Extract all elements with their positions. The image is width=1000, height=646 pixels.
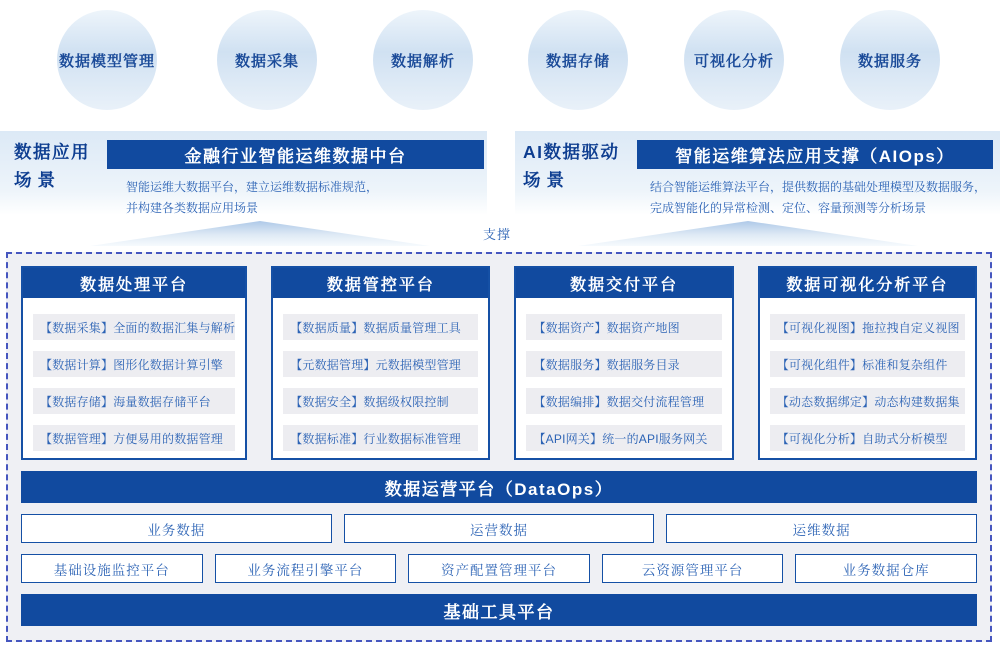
platform-item: 【数据采集】全面的数据汇集与解析: [33, 314, 235, 340]
support-platforms-row: [21, 554, 977, 583]
platform-item: 【数据质量】数据质量管理工具: [283, 314, 478, 340]
support-arrow-icon: [578, 221, 918, 246]
scenario-desc-line1: 结合智能运维算法平台，提供数据的基础处理模型及数据服务，: [650, 180, 987, 194]
platform-item: 【数据存储】海量数据存储平台: [33, 388, 235, 414]
platform-item: 【动态数据绑定】动态构建数据集: [770, 388, 965, 414]
scenario-data-application: [0, 131, 487, 215]
platform-item: 【数据计算】图形化数据计算引擎: [33, 351, 235, 377]
platform-item: 【API网关】统一的API服务网关: [526, 425, 721, 451]
support-platform-box: 云资源管理平台: [602, 554, 784, 583]
support-arrow-icon: [90, 221, 430, 246]
platform-item: 【可视化视图】拖拉拽自定义视图: [770, 314, 965, 340]
capability-circle-data-storage: [528, 10, 628, 110]
capability-circle-data-model-mgmt: [57, 10, 157, 110]
platform-column-title: 数据处理平台: [23, 268, 245, 298]
platform-item: 【数据服务】数据服务目录: [526, 351, 721, 377]
scenario-label-line1: AI数据驱动: [523, 142, 620, 162]
scenario-description: [126, 177, 378, 219]
scenario-desc-line2: 并构建各类数据应用场景: [126, 201, 259, 215]
scenario-label-line1: 数据应用: [14, 142, 90, 162]
support-platform-box: 资产配置管理平台: [408, 554, 590, 583]
platform-column-title: 数据可视化分析平台: [760, 268, 975, 298]
data-source-box: 运营数据: [344, 514, 655, 543]
support-platform-box: 基础设施监控平台: [21, 554, 203, 583]
capability-label: 数据存储: [545, 52, 610, 70]
platform-item-list: [760, 298, 975, 462]
platform-item: 【数据编排】数据交付流程管理: [526, 388, 721, 414]
capability-label: 数据解析: [390, 52, 455, 70]
platform-column-title: 数据管控平台: [273, 268, 488, 298]
platform-column-data-visualization: [758, 266, 977, 460]
scenario-label-line2: 场景: [14, 170, 61, 190]
platform-item: 【元数据管理】元数据模型管理: [283, 351, 478, 377]
capability-label: 可视化分析: [693, 52, 774, 70]
scenario-description: [650, 177, 986, 219]
platform-columns-row: [21, 266, 977, 460]
data-sources-row: [21, 514, 977, 543]
platform-item-list: [23, 298, 245, 462]
platform-item: 【数据资产】数据资产地图: [526, 314, 721, 340]
platform-item: 【可视化组件】标准和复杂组件: [770, 351, 965, 377]
capability-circle-data-parsing: [373, 10, 473, 110]
capability-label: 数据服务: [857, 52, 922, 70]
dataops-bar: 数据运营平台（DataOps）: [21, 471, 977, 503]
platform-item: 【数据标准】行业数据标准管理: [283, 425, 478, 451]
support-platform-box: 业务流程引擎平台: [215, 554, 397, 583]
platform-column-data-processing: [21, 266, 247, 460]
scenario-desc-line1: 智能运维大数据平台，建立运维数据标准规范，: [126, 180, 379, 194]
capability-circle-data-collection: [217, 10, 317, 110]
scenario-label: [14, 138, 90, 194]
scenario-label: [523, 138, 620, 194]
platform-container: [6, 252, 992, 642]
support-platform-box: 业务数据仓库: [795, 554, 977, 583]
platform-column-data-governance: [271, 266, 490, 460]
data-source-box: 运维数据: [666, 514, 977, 543]
platform-item-list: [516, 298, 731, 462]
base-tools-bar: 基础工具平台: [21, 594, 977, 626]
capability-circle-data-service: [840, 10, 940, 110]
scenario-title: 智能运维算法应用支撑（AIOps）: [637, 140, 993, 169]
platform-item: 【数据安全】数据级权限控制: [283, 388, 478, 414]
data-source-box: 业务数据: [21, 514, 332, 543]
scenario-ai-data-driven: [515, 131, 1000, 215]
capability-label: 数据采集: [234, 52, 299, 70]
scenario-label-line2: 场景: [523, 170, 570, 190]
platform-column-data-delivery: [514, 266, 733, 460]
platform-column-title: 数据交付平台: [516, 268, 731, 298]
capability-circle-visual-analysis: [684, 10, 784, 110]
capability-label: 数据模型管理: [58, 52, 155, 70]
scenario-title: 金融行业智能运维数据中台: [107, 140, 484, 169]
platform-item: 【数据管理】方便易用的数据管理: [33, 425, 235, 451]
platform-item-list: [273, 298, 488, 462]
platform-item: 【可视化分析】自助式分析模型: [770, 425, 965, 451]
support-label: 支撑: [482, 227, 511, 242]
scenario-desc-line2: 完成智能化的异常检测、定位、容量预测等分析场景: [650, 201, 927, 215]
